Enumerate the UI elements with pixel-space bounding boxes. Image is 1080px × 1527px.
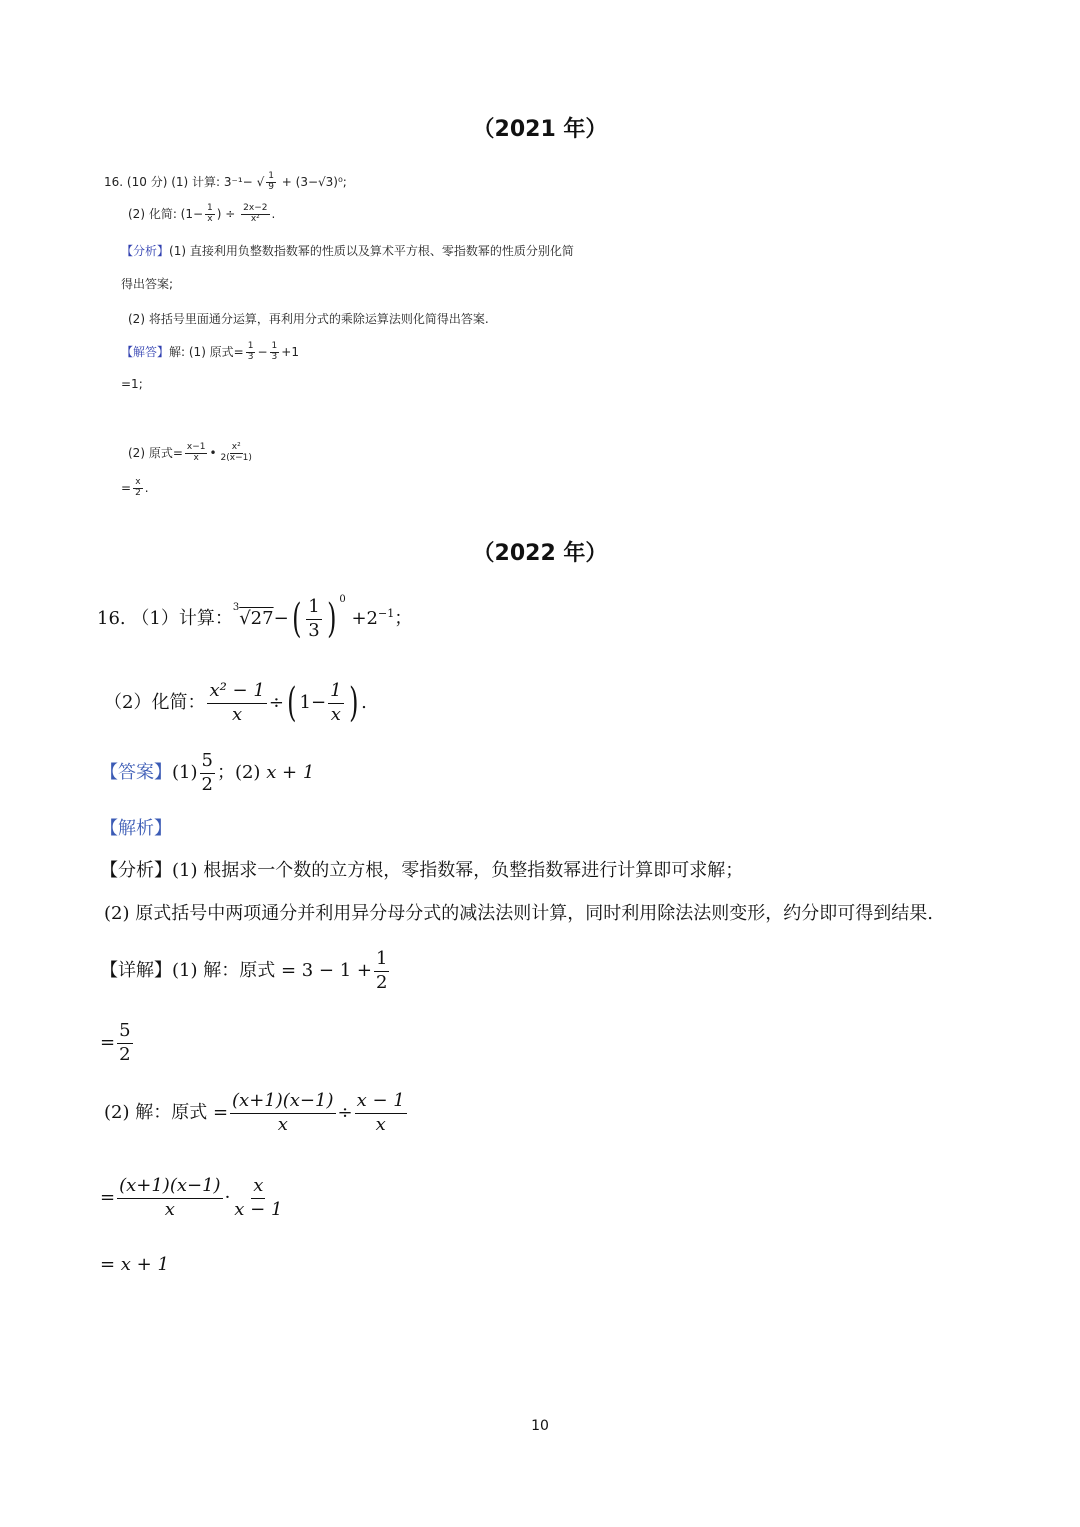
jiexi-tag: 【解析】 (100, 818, 172, 839)
xiangjie-tag: 【详解】 (100, 960, 172, 981)
analysis-2021-line1: 【分析】(1) 直接利用负整数指数幂的性质以及算术平方根、零指数幂的性质分别化简 (121, 244, 574, 258)
page-number: 10 (531, 1418, 549, 1434)
answer-2021-line1: 【解答】解: (1) 原式= $\frac{1}{3}$ − $\frac{1}{3}$ +1 (121, 341, 299, 362)
analysis-tag: 【分析】 (121, 244, 170, 258)
answer-2022: 【答案】(1) $\frac{5}{2}$ ；(2) x + 1 (100, 750, 315, 795)
xj1-fraction: $\frac{1}{2}$ (375, 948, 388, 993)
q1-label: （1）计算： (131, 608, 233, 629)
answer1-frac2: $\frac{1}{3}$ (271, 341, 278, 362)
fenxi-line1: 【分析】(1) 根据求一个数的立方根，零指数幂，负整指数幂进行计算即可求解； (100, 860, 744, 881)
q2022-line1: 16. （1）计算：$^3$√27−( $\frac{1}{3}$ ) $^0 +2^{-1}$； (97, 594, 413, 642)
q1-rest: + (3−√3)⁰; (281, 174, 347, 189)
q1-fraction: $\frac{1}{9}$ (268, 171, 274, 192)
answer-2021-result2: = $\frac{x}{2}$ . (121, 477, 149, 498)
xj3-frac1: $\frac{(x+1)(x-1)}{x}$ (119, 1175, 221, 1220)
answer-tag: 【答案】 (100, 762, 172, 783)
q2021-line2: (2) 化简: (1− $\frac{1}{x}$ ) ÷ $\frac{2x-2}{\text{x²}}$ . (128, 203, 276, 224)
answer1-fraction: $\frac{5}{2}$ (201, 750, 213, 795)
q2-label: （2）化简： (104, 692, 206, 713)
fenxi-tag: 【分析】 (100, 860, 172, 881)
answer1-frac1: $\frac{1}{3}$ (247, 341, 254, 362)
question-number: 16. (97, 608, 126, 629)
analysis-2021-line2: 得出答案; (121, 277, 174, 291)
answer2-frac1: $\frac{x-1}{x}$ (186, 442, 206, 463)
heading-2021: （2021 年） (472, 117, 608, 142)
q2022-line2: （2）化简： $\frac{\text{x² − 1}}{x}$ ÷( 1− $\frac{1}{x}$ ) . (104, 680, 367, 726)
answer-tag: 【解答】 (121, 344, 170, 359)
q2-frac2: $\frac{2x-2}{\text{x²}}$ (243, 203, 268, 224)
xj2-frac1: $\frac{(x+1)(x-1)}{x}$ (232, 1090, 334, 1135)
xj1-result-fraction: $\frac{5}{2}$ (119, 1020, 131, 1065)
q2-frac1: $\frac{1}{x}$ (207, 203, 213, 224)
xiangjie-line2: (2) 解：原式 = $\frac{(x+1)(x-1)}{x}$ ÷ $\frac{x - 1}{x}$ (104, 1090, 405, 1135)
xiangjie-line1: 【详解】(1) 解：原式 = 3 − 1 + $\frac{1}{2}$ (100, 948, 388, 993)
q2-inner-fraction: $\frac{1}{x}$ (330, 680, 342, 725)
answer-2021-line2: (2) 原式= $\frac{x-1}{x}$ • $\frac{\text{x²}}{2(x-1)}$ (128, 442, 252, 463)
xiangjie-result1: = $\frac{5}{2}$ (100, 1020, 131, 1065)
q2-fraction: $\frac{\text{x² − 1}}{x}$ (209, 680, 265, 725)
q1-fraction: $\frac{1}{3}$ (308, 596, 320, 641)
fenxi-line2: (2) 原式括号中两项通分并利用异分母分式的减法法则计算，同时利用除法法则变形，约分即可得到结果. (104, 903, 933, 924)
xj3-frac2: $\frac{x}{x - 1}$ (234, 1175, 283, 1220)
answer-2021-result1: =1; (121, 377, 143, 391)
question-number: 16. (104, 174, 124, 189)
question-points: (10 分) (126, 174, 168, 189)
xiangjie-line3: = $\frac{(x+1)(x-1)}{x}$ · $\frac{x}{x - 1}$ (100, 1175, 283, 1220)
xiangjie-final: = x + 1 (100, 1254, 169, 1275)
analysis-2021-line3: (2) 将括号里面通分运算，再利用分式的乘除运算法则化简得出答案. (128, 312, 489, 326)
xj2-frac2: $\frac{x - 1}{x}$ (356, 1090, 405, 1135)
q2021-line1: 16. (10 分) (1) 计算: 3⁻¹− √ $\frac{1}{9}$ + (3−√3)⁰; (104, 171, 347, 192)
cube-root: √27 (239, 608, 274, 629)
q1-label: (1) 计算: (171, 174, 221, 189)
answer2-value: x + 1 (266, 762, 315, 783)
q2-label: (2) 化简: (1− (128, 206, 204, 221)
answer2-frac2: $\frac{\text{x²}}{2(x-1)}$ (220, 442, 252, 463)
heading-2022: （2022 年） (472, 541, 608, 566)
q1-expression: 3⁻¹− (223, 174, 253, 189)
